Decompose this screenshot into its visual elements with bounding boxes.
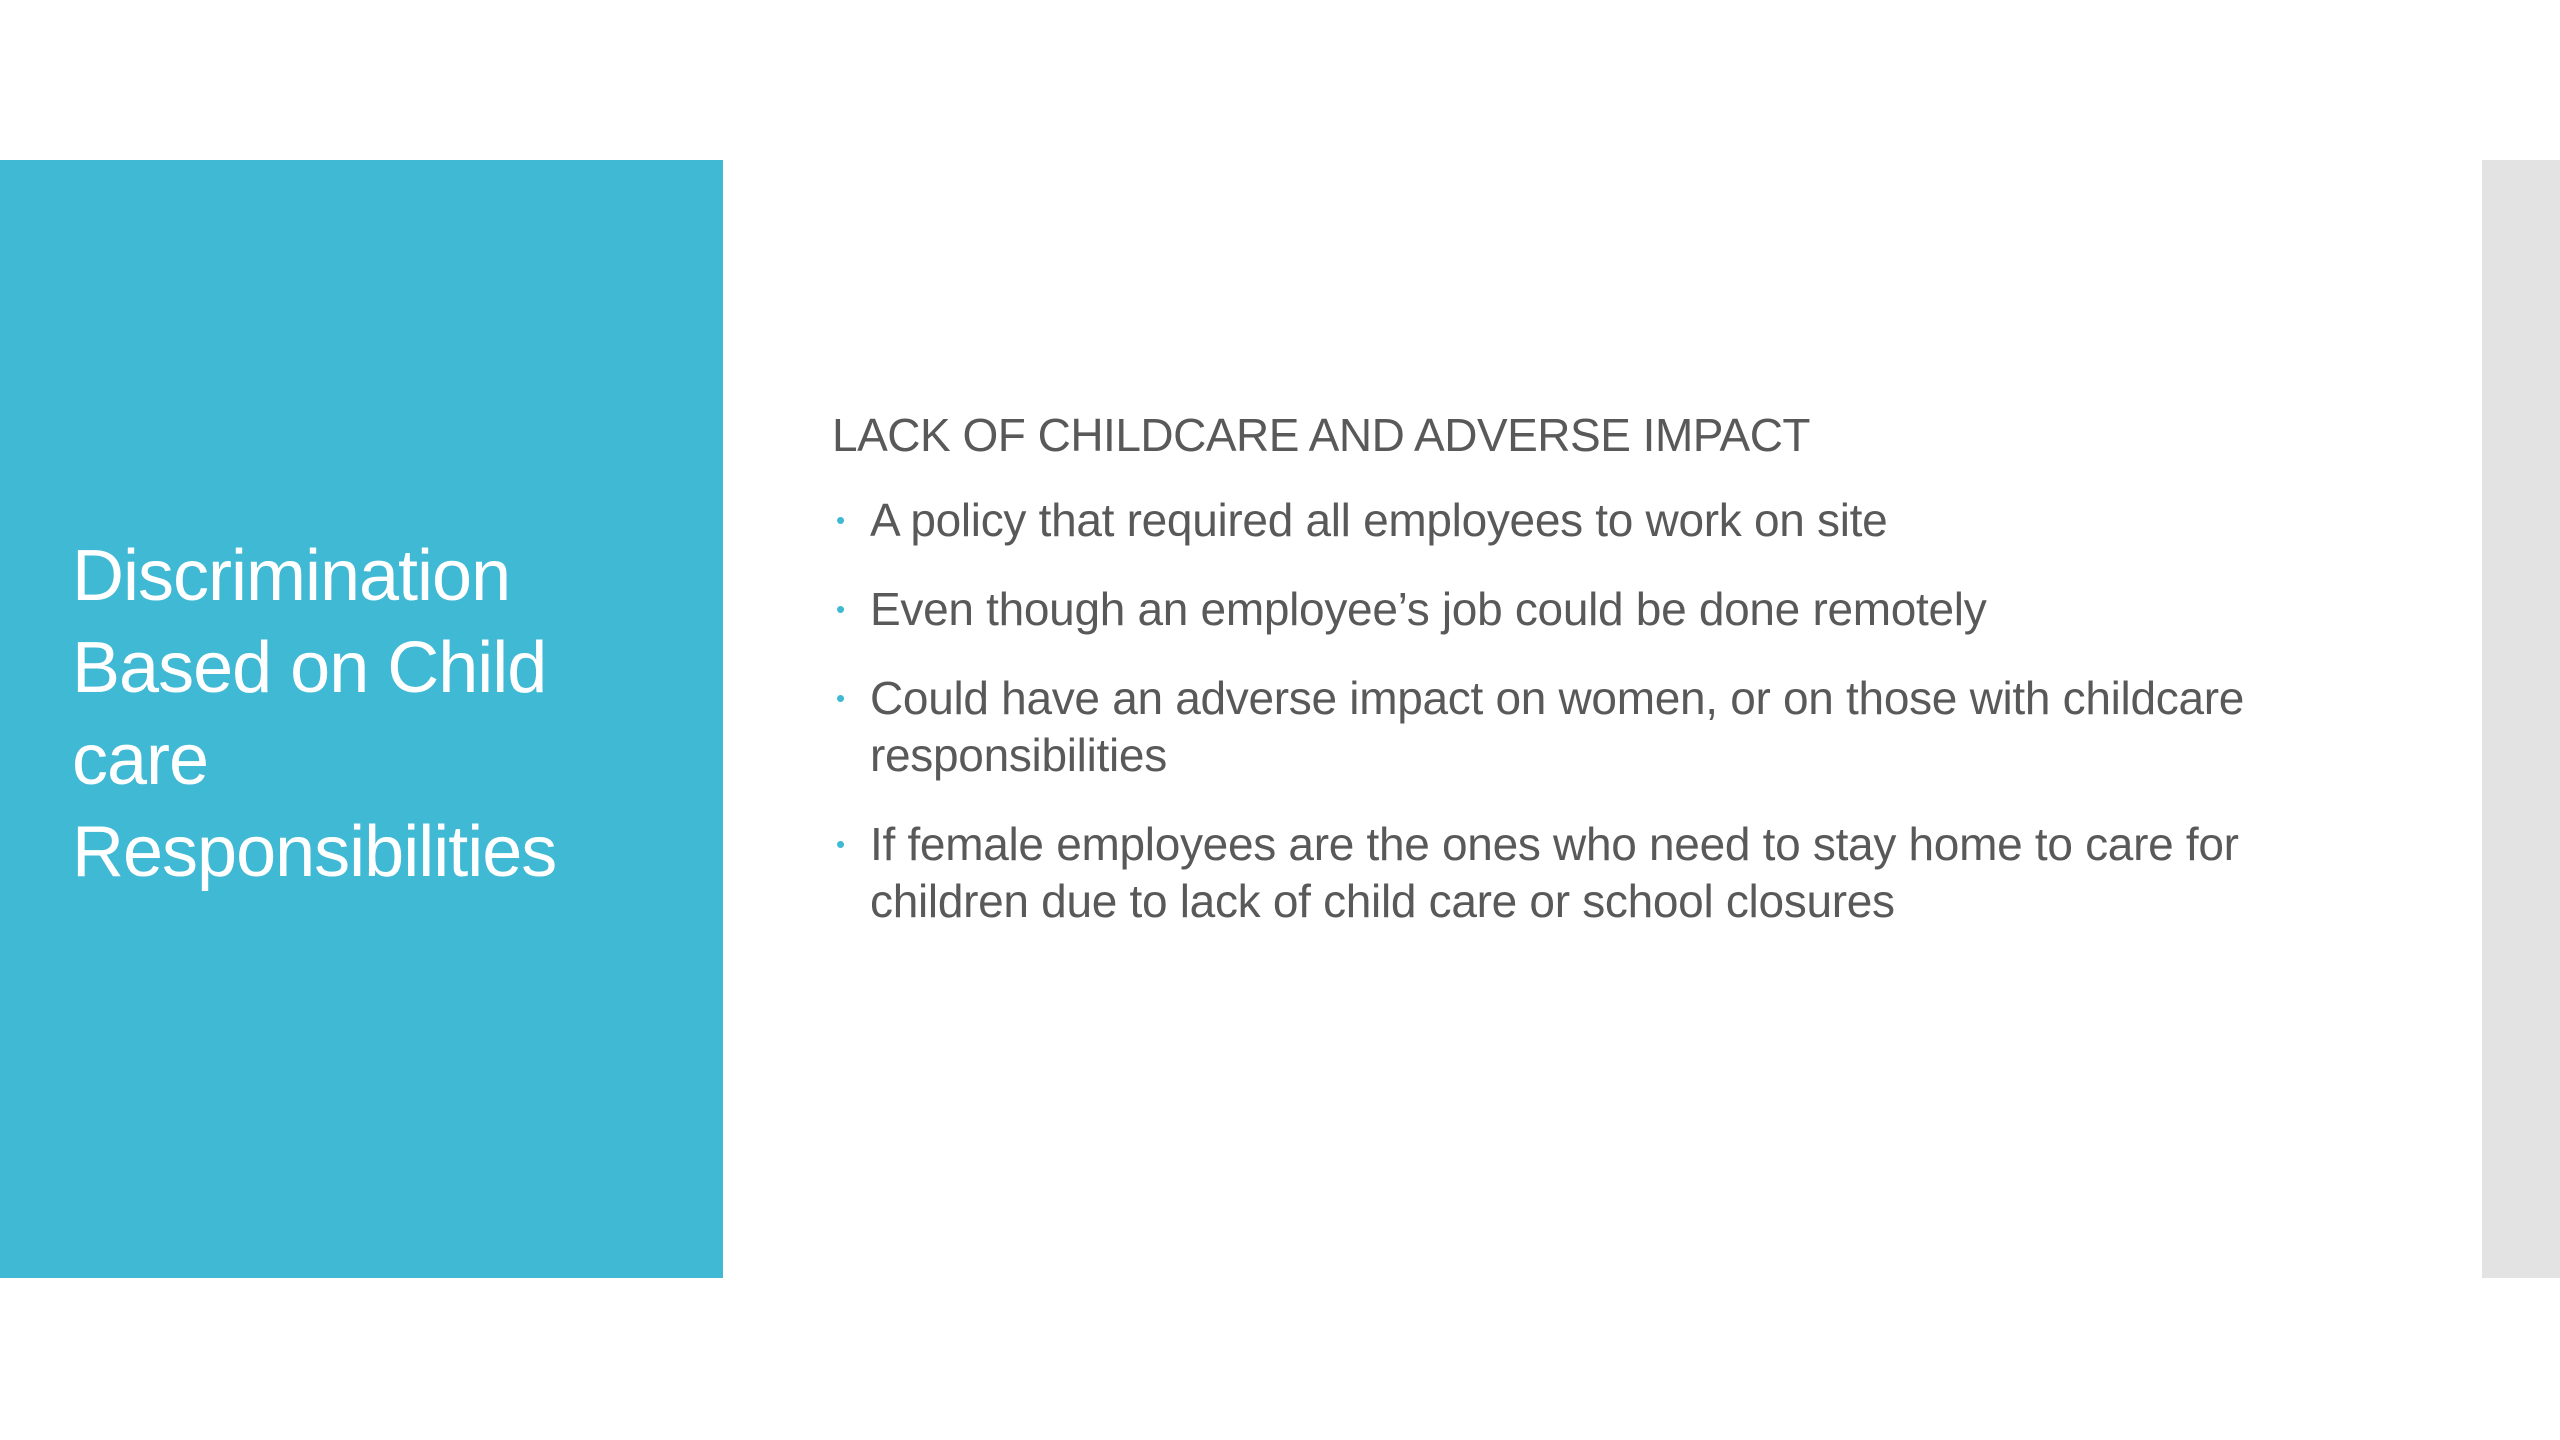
bullet-item bbox=[832, 492, 2312, 549]
bullet-item bbox=[832, 816, 2312, 930]
bullet-item bbox=[832, 581, 2312, 638]
bullet-text: A policy that required all employees to work on site bbox=[870, 494, 1888, 546]
section-heading: LACK OF CHILDCARE AND ADVERSE IMPACT bbox=[832, 409, 1811, 461]
bullet-text: If female employees are the ones who need to stay home to care for children due to lack of child care or school closures bbox=[870, 818, 2239, 927]
side-strip bbox=[2482, 160, 2560, 1278]
slide-content bbox=[832, 400, 2312, 962]
bullet-list bbox=[832, 492, 2312, 930]
bullet-text: Even though an employee’s job could be done remotely bbox=[870, 583, 1987, 635]
bullet-dot-icon: • bbox=[836, 829, 845, 859]
bullet-dot-icon: • bbox=[836, 505, 845, 535]
bullet-item bbox=[832, 670, 2312, 784]
slide-title: Discrimination Based on Child care Responsibilities bbox=[72, 536, 557, 892]
bullet-dot-icon: • bbox=[836, 594, 845, 624]
bullet-text: Could have an adverse impact on women, or on those with childcare responsibilities bbox=[870, 672, 2245, 781]
bullet-dot-icon: • bbox=[836, 683, 845, 713]
